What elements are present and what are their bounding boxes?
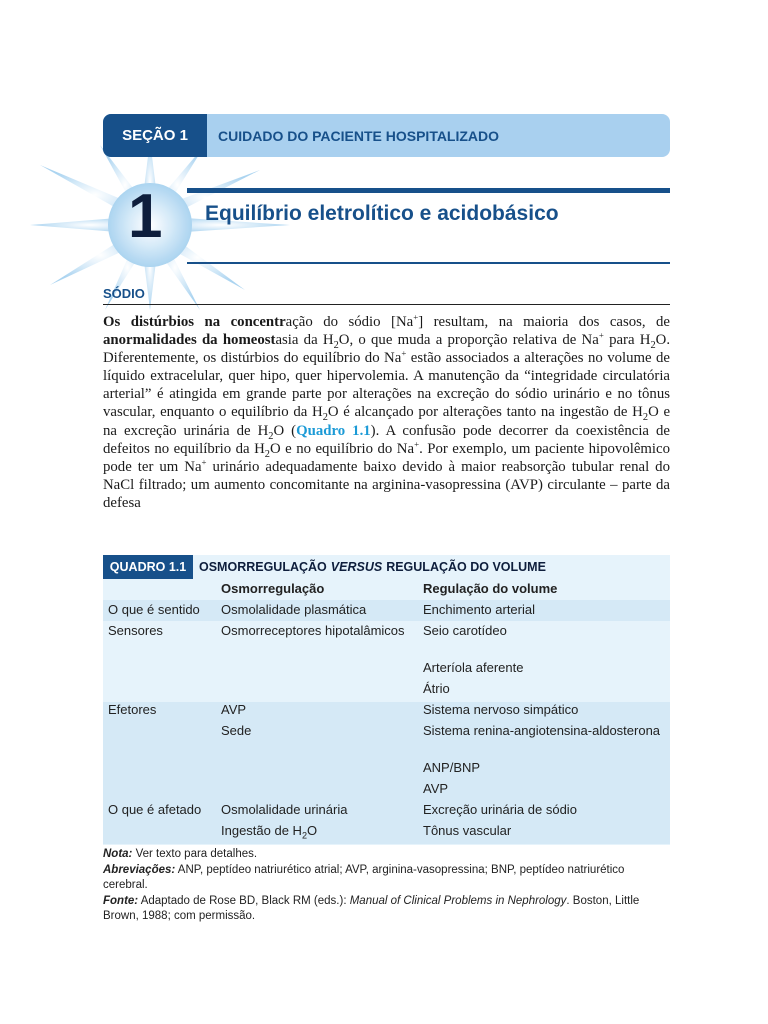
source-text-b: . Boston, Little Brown, 1988; com permissão.: [103, 894, 640, 922]
source-line: [103, 894, 670, 925]
body-paragraph: Os distúrbios na concentração do sódio [Na+] resultam, na maioria dos casos, de anormalidades da homeostasia da $H_2O$, o que muda a proporção relativa de Na+ para $H_2O$. Diferentemente, os distúrbios do equilíbrio do Na+ estão associados a alterações no volume de líquido extracelular, quer hipo, quer hipervolemia. A manutenção da “integridade circulatória arterial” é atingida em grande parte por alterações na excreção do sódio urinário e no tônus vascular, enquanto o equilíbrio da $H_2O$ é alcançado por alterações tanto na ingestão de $H_2O$ e na excreção urinária de $H_2O$ (Quadro 1.1). A confusão pode decorrer da coexistência de defeitos no equilíbrio da $H_2O$ e no equilíbrio do Na+. Por exemplo, um paciente hipovolêmico pode ter um Na+ urinário adequadamente baixo devido à maior reabsorção tubular renal do NaCl filtrado; um aumento concomitante na arginina-vasopressina (AVP) circulante – parte da defesa: [103, 312, 671, 511]
source-text-a: Adaptado de Rose BD, Black RM (eds.):: [138, 894, 350, 907]
table-title-versus: VERSUS: [330, 560, 383, 574]
table-cell: AVP: [423, 781, 449, 796]
section-heading: SÓDIO: [103, 286, 145, 301]
note-label: Nota:: [103, 848, 133, 860]
chapter-rule-top: [187, 188, 670, 193]
table-cell: Átrio: [423, 681, 450, 696]
chapter-title: Equilíbrio eletrolítico e acidobásico: [205, 202, 559, 225]
table-cell: Sistema renina-angiotensina-aldosterona: [423, 723, 661, 738]
abbreviations-line: [103, 863, 670, 894]
table-cell: Sensores: [108, 623, 163, 638]
table-cell: AVP: [221, 702, 247, 717]
table-cell: O que é afetado: [108, 802, 202, 817]
table-cell: Seio carotídeo: [423, 623, 507, 638]
abbreviations-label: Abreviações:: [103, 863, 176, 876]
table-header-cell: Osmorregulação: [221, 581, 325, 596]
table-notes: [103, 847, 670, 925]
table-tag: QUADRO 1.1: [103, 555, 193, 579]
table-cell: O que é sentido: [108, 602, 200, 617]
table-cell: Sistema nervoso simpático: [423, 702, 579, 717]
table-cell: Arteríola aferente: [423, 660, 524, 675]
table-header-bar: [103, 555, 670, 579]
note-text: Ver texto para detalhes.: [132, 848, 258, 860]
note-line: [103, 847, 670, 863]
table-title: [199, 555, 546, 579]
source-book: Manual of Clinical Problems in Nephrology: [349, 894, 567, 907]
table-cell: Efetores: [108, 702, 157, 717]
table-title-part-b: REGULAÇÃO DO VOLUME: [386, 560, 546, 574]
table-cell: Tônus vascular: [423, 823, 512, 838]
table-cell: Excreção urinária de sódio: [423, 802, 577, 817]
table-cell: Enchimento arterial: [423, 602, 535, 617]
table-cell: Osmolalidade urinária: [221, 802, 348, 817]
table-cell: ANP/BNP: [423, 760, 481, 775]
chapter-number: 1: [128, 182, 163, 251]
table-cell: Osmorreceptores hipotalâmicos: [221, 623, 405, 638]
table-cell: Ingestão de $H_2O$: [221, 823, 318, 841]
chapter-rule-bottom: [187, 262, 670, 264]
abbreviations-text: ANP, peptídeo natriurético atrial; AVP, arginina-vasopressina; BNP, peptídeo natriurético cerebral.: [103, 863, 625, 891]
section-tag: SEÇÃO 1: [103, 114, 207, 157]
table-header-cell: Regulação do volume: [423, 581, 558, 596]
source-label: Fonte:: [103, 894, 139, 907]
table-title-part-a: OSMORREGULAÇÃO: [199, 560, 327, 574]
section-title: CUIDADO DO PACIENTE HOSPITALIZADO: [218, 127, 500, 144]
table-cell: Osmolalidade plasmática: [221, 602, 367, 617]
heading-rule: [103, 304, 670, 305]
table-cell: Sede: [221, 723, 252, 738]
